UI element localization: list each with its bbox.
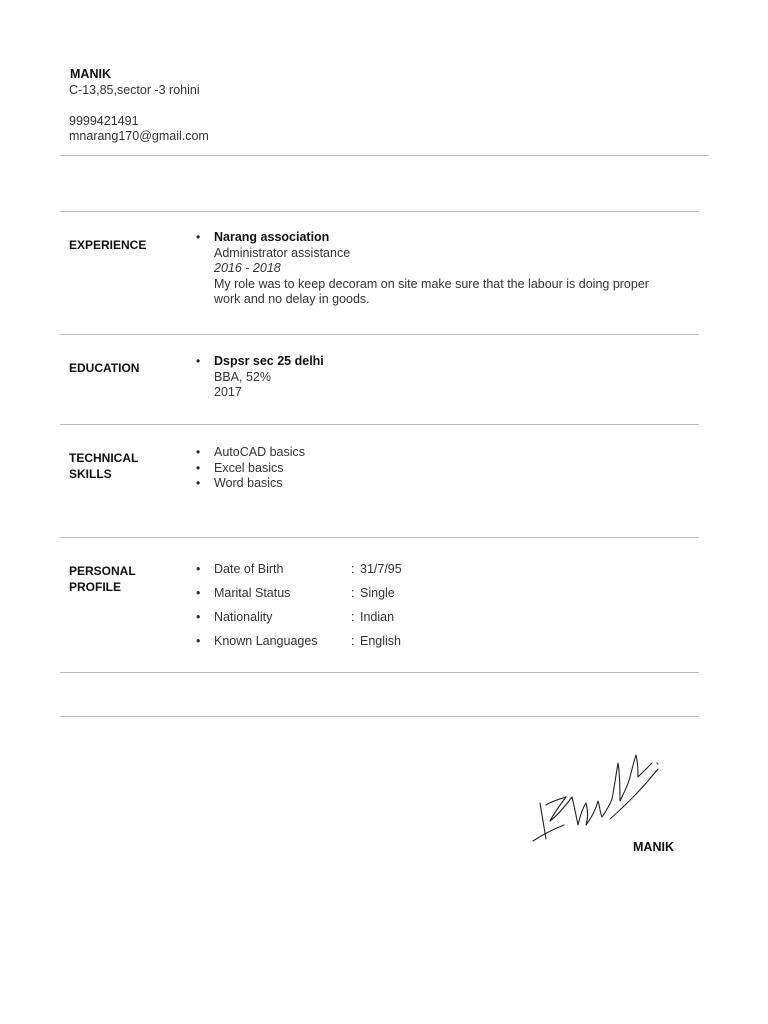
experience-description-line: My role was to keep decoram on site make sure that the labour is doing proper [214, 276, 649, 291]
experience-entry [196, 230, 696, 308]
profile-colon: : [351, 586, 355, 600]
section-divider [60, 424, 699, 425]
profile-colon: : [351, 634, 355, 648]
education-entry [196, 354, 696, 401]
section-divider [60, 672, 699, 673]
experience-label: EXPERIENCE [69, 238, 147, 252]
profile-label-line: PROFILE [69, 580, 122, 594]
bullet-icon: • [196, 586, 201, 600]
bullet-icon: • [196, 610, 201, 624]
skill-item: • Excel basics [196, 461, 696, 477]
education-year: 2017 [214, 385, 242, 399]
education-institution: • Dspsr sec 25 delhi [214, 354, 324, 368]
header-divider [60, 155, 709, 156]
experience-list [196, 230, 696, 308]
profile-label [69, 563, 136, 595]
candidate-name: MANIK [70, 67, 111, 81]
education-label: EDUCATION [69, 361, 140, 375]
profile-colon: : [351, 610, 355, 624]
experience-company: • Narang association [214, 230, 330, 244]
section-divider [60, 537, 699, 538]
profile-value: Single [360, 586, 395, 600]
profile-value: 31/7/95 [360, 562, 402, 576]
section-divider [60, 716, 699, 717]
profile-row [196, 585, 616, 601]
profile-key: Date of Birth [214, 562, 284, 576]
skills-label-line: TECHNICAL [69, 451, 139, 465]
handwritten-signature [530, 745, 670, 850]
experience-role: Administrator assistance [214, 245, 351, 260]
profile-value: English [360, 634, 401, 648]
skill-item: • Word basics [196, 476, 696, 492]
profile-key: Marital Status [214, 586, 291, 600]
bullet-icon: • [196, 562, 201, 576]
signature-name: MANIK [633, 840, 674, 854]
skill-item: • AutoCAD basics [196, 445, 696, 461]
education-list [196, 354, 696, 401]
education-degree: BBA, 52% [214, 369, 271, 384]
profile-colon: : [351, 562, 355, 576]
profile-row [196, 561, 616, 577]
profile-row [196, 633, 616, 649]
profile-key: Known Languages [214, 634, 318, 648]
skills-label [69, 450, 138, 482]
phone: 9999421491 [69, 114, 139, 128]
experience-description-line: work and no delay in goods. [214, 292, 370, 306]
section-divider [60, 334, 699, 335]
skills-label-line: SKILLS [69, 467, 112, 481]
profile-value: Indian [360, 610, 395, 624]
address: C-13,85,sector -3 rohini [69, 83, 200, 97]
profile-key: Nationality [214, 610, 273, 624]
skills-list [196, 445, 696, 492]
section-divider [60, 211, 699, 212]
profile-label-line: PERSONAL [69, 564, 136, 578]
profile-row [196, 609, 616, 625]
bullet-icon: • [196, 634, 201, 648]
email: mnarang170@gmail.com [69, 129, 209, 143]
experience-period: 2016 - 2018 [214, 261, 281, 275]
